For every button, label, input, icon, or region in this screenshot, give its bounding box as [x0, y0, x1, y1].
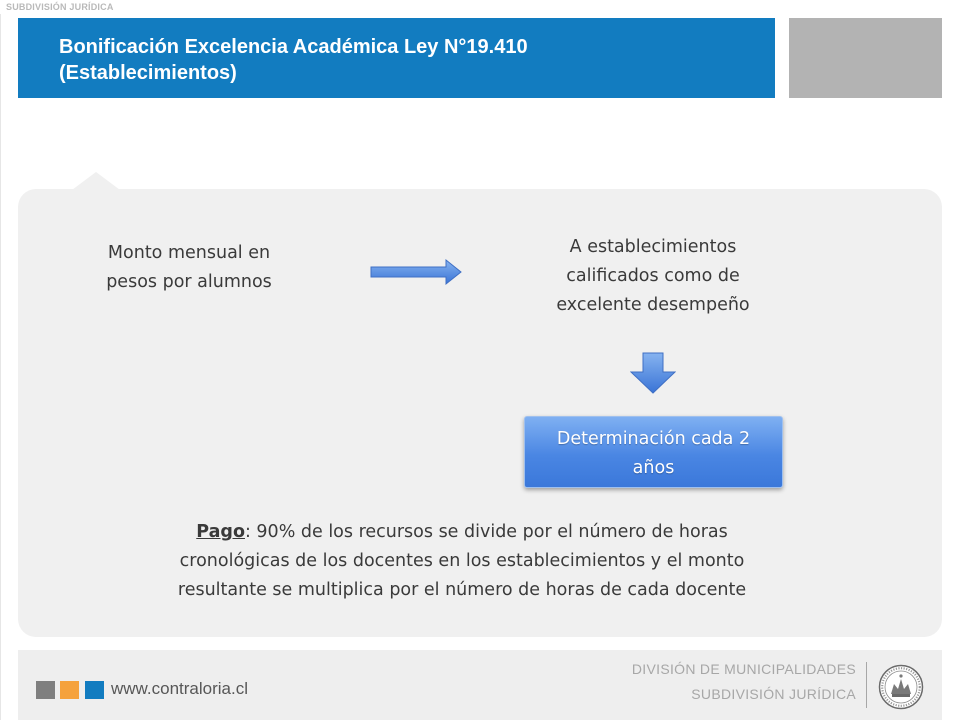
establecimientos-text [523, 233, 783, 320]
pago-line-1 [110, 518, 814, 547]
header-gray-block [789, 18, 942, 98]
pago-line-3: resultante se multiplica por el número de horas de cada docente [177, 580, 747, 600]
top-section-tag: SUBDIVISIÓN JURÍDICA [6, 2, 114, 12]
establecimientos-line: calificados como de [566, 266, 740, 286]
monto-line: Monto mensual en [107, 243, 271, 263]
establecimientos-line: excelente desempeño [556, 295, 750, 315]
pago-line-1-rest: : 90% de los recursos se divide por el número de horas [244, 522, 728, 542]
subdivision-label: SUBDIVISIÓN JURÍDICA [691, 686, 856, 702]
footer-orange-square [60, 681, 79, 699]
panel-notch [72, 172, 120, 190]
establecimientos-line: A establecimientos [569, 237, 737, 257]
arrow-down-icon [630, 352, 676, 394]
monto-line: pesos por alumnos [106, 272, 272, 292]
pago-label: Pago [196, 522, 245, 542]
contraloria-seal-icon [878, 664, 924, 710]
footer-blue-square [85, 681, 104, 699]
footer-divider [866, 662, 867, 708]
division-label: DIVISIÓN DE MUNICIPALIDADES [631, 661, 856, 677]
website-link[interactable]: www.contraloria.cl [111, 679, 248, 698]
determinacion-line: años [632, 458, 675, 478]
pago-line-2: cronológicas de los docentes en los establecimientos y el monto [179, 551, 745, 571]
arrow-right-icon [370, 258, 462, 286]
slide-title-line-1: Bonificación Excelencia Académica Ley N°19.410 [59, 36, 528, 58]
determinacion-line: Determinación cada 2 [556, 429, 751, 449]
monto-text [82, 239, 296, 297]
footer-gray-square [36, 681, 55, 699]
determinacion-box [524, 416, 783, 488]
pago-text [110, 518, 814, 605]
slide-title-line-2: (Establecimientos) [59, 62, 237, 84]
left-edge-rule [0, 14, 1, 720]
title-bar [18, 18, 775, 98]
